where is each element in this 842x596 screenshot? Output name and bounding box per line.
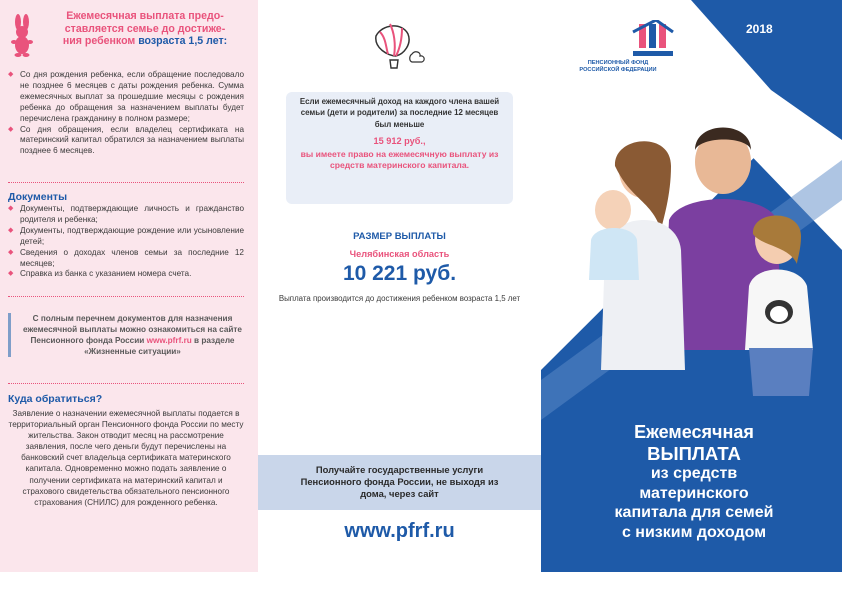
left-panel	[0, 0, 258, 572]
bunny-icon	[10, 14, 36, 58]
header-line-2: ставляется семье до достиже-	[64, 22, 226, 35]
document-item: ◆ Документы, подтверждающие рождение или усыновление детей;	[8, 226, 244, 248]
document-item: ◆ Документы, подтверждающие личность и гражданство родителя и ребенка;	[8, 204, 244, 226]
year-label: 2018	[746, 22, 773, 36]
region: Челябинская область	[349, 249, 450, 259]
gos-services-box	[258, 455, 541, 510]
pfr-org-name: ПЕНСИОННЫЙ ФОНД РОССИЙСКОЙ ФЕДЕРАЦИИ	[579, 60, 657, 73]
cover-title: Ежемесячная ВЫПЛАТА из средств материнского капитала для семей с низким доходом	[614, 422, 774, 541]
pfrf-link[interactable]: www.pfrf.ru	[146, 336, 192, 345]
header-line-3-blue: возраста 1,5 лет:	[138, 35, 228, 47]
payment-note: Выплата производится до достижения ребенком возраста 1,5 лет	[278, 294, 521, 303]
income-text: Если ежемесячный доход на каждого члена вашей семьи (дети и родители) за последние 12 месяцев был меньше	[299, 97, 500, 129]
header-line-1: Ежемесячная выплата предо-	[66, 10, 224, 22]
income-box	[286, 92, 513, 204]
middle-panel	[258, 0, 541, 572]
income-right-text: вы имеете право на ежемесячную выплату из средств материнского капитала.	[300, 148, 499, 171]
header-line-3-pink: ния ребенком	[62, 35, 139, 47]
bottom-strip	[0, 572, 842, 596]
documents-title: Документы	[8, 191, 68, 203]
document-item: ◆ Сведения о доходах членов семьи за последние 12 месяцев;	[8, 248, 244, 270]
divider	[8, 182, 244, 183]
divider	[8, 296, 244, 297]
where-title: Куда обратиться?	[8, 393, 103, 405]
family-photo	[551, 100, 831, 400]
right-panel	[541, 0, 842, 572]
left-header-text	[40, 10, 250, 48]
site-link[interactable]: www.pfrf.ru	[344, 520, 455, 542]
documents-list	[8, 204, 244, 280]
documents-note: С полным перечнем документов для назначения ежемесячной выплаты можно ознакомиться на сайте Пенсионного фонда России www.pfrf.ru в разделе «Жизненные ситуации»	[8, 313, 244, 357]
condition-item: ◆ Со дня обращения, если владелец сертификата на материнский капитал обратился за назначением выплаты позднее 6 месяцев.	[8, 125, 244, 158]
document-item: ◆ Справка из банка с указанием номера счета.	[8, 269, 244, 280]
income-amount: 15 912 руб.,	[373, 135, 426, 146]
gos-services-text: Получайте государственные услуги Пенсионного фонда России, не выходя из дома, через сайт	[300, 464, 499, 499]
balloon-icon	[368, 14, 430, 80]
payment-amount: 10 221 руб.	[342, 262, 457, 285]
condition-item: ◆ Со дня рождения ребенка, если обращение последовало не позднее 6 месяцев с даты рождения ребенка. Сумма ежемесячных выплат за прошедшие месяцы с рождения ребенка до обращения за назначением выплаты будет перечислена гражданину в полном размере;	[8, 70, 244, 125]
left-header	[8, 10, 253, 60]
payment-size-title: РАЗМЕР ВЫПЛАТЫ	[353, 231, 446, 242]
where-text: Заявление о назначении ежемесячной выплаты подается в территориальный орган Пенсионного фонда России по месту жительства. Закон отводит месяц на рассмотрение заявления, после чего деньги будут перечислены на банковский счет владельца сертификата материнского капитала. Одновременно можно подать заявление о получении сертификата на материнский капитал и страхового свидетельства обязательного пенсионного страхования (СНИЛС) для рожденного ребенка.	[8, 409, 244, 507]
divider	[8, 383, 244, 384]
conditions-list	[8, 70, 244, 157]
